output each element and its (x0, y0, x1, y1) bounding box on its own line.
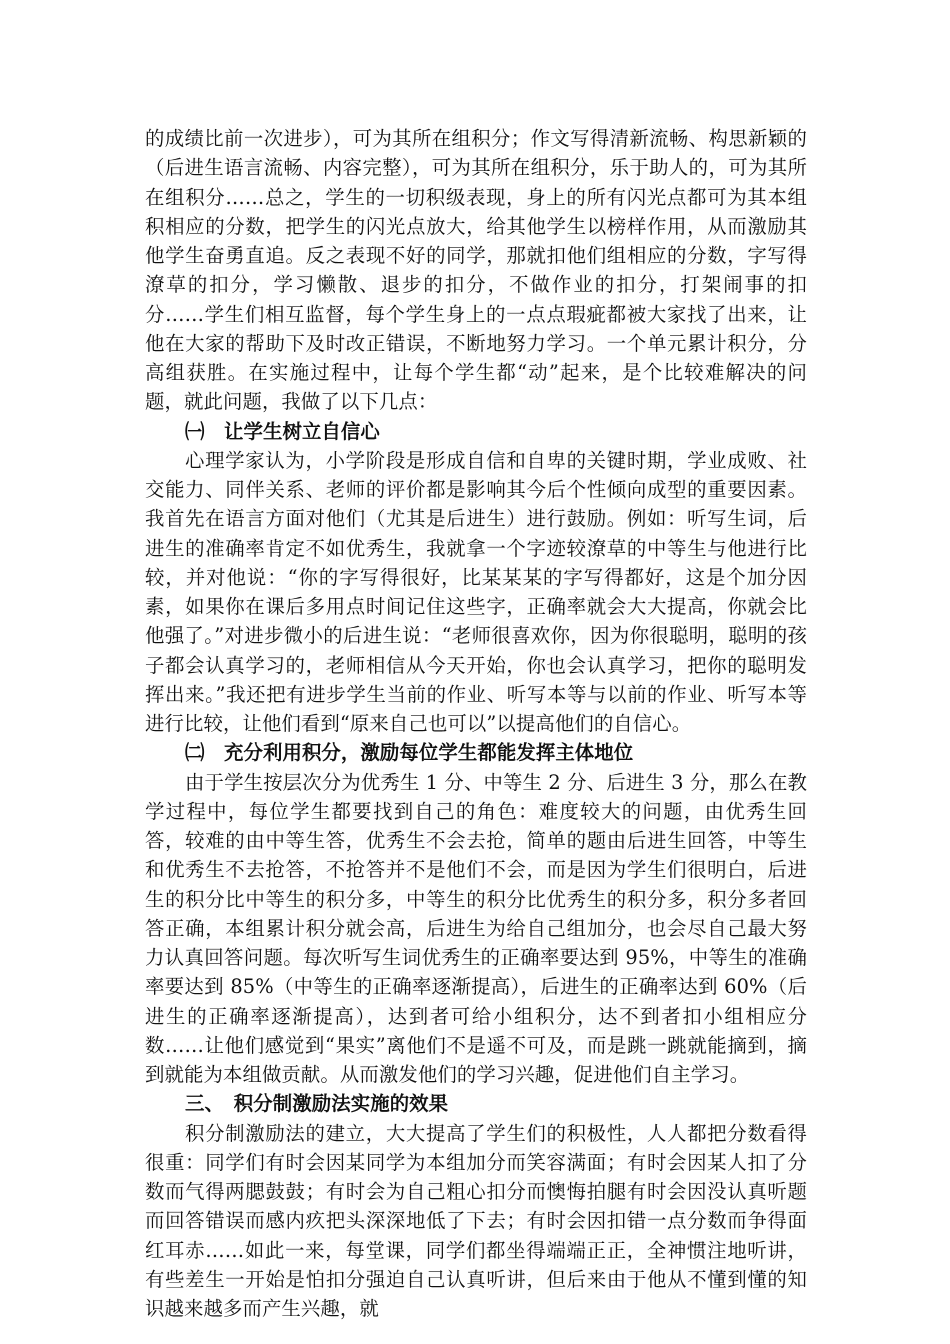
section-heading-3: 三、 积分制激励法实施的效果 (185, 1092, 449, 1116)
paragraph-effects: 积分制激励法的建立，大大提高了学生们的积极性，人人都把分数看得很重：同学们有时会因某同学为本组加分而笑容满面；有时会因某人扣了分数而气得两腮鼓鼓；有时会为自己粗心扣分而懊悔拍腿有时会因没认真听题而回答错误而感内疚把头深深地低了下去；有时会因扣错一点分数而争得面红耳赤……如此一来，每堂课，同学们都坐得端端正正，全神惯注地听讲，有些差生一开始是怕扣分强迫自己认真听讲，但后来由于他从不懂到懂的知识越来越多而产生兴趣，就 (145, 1121, 807, 1320)
paragraph-continuation: 的成绩比前一次进步），可为其所在组积分；作文写得清新流畅、构思新颖的（后进生语言流畅、内容完整），可为其所在组积分，乐于助人的，可为其所在组积分……总之，学生的一切积级表现，身上的所有闪光点都可为其本组积相应的分数，把学生的闪光点放大，给其他学生以榜样作用，从而激励其他学生奋勇直追。反之表现不好的同学，那就扣他们组相应的分数，字写得潦草的扣分，学习懒散、退步的扣分，不做作业的扣分，打架闹事的扣分……学生们相互监督，每个学生身上的一点点瑕疵都被大家找了出来，让他在大家的帮助下及时改正错误，不断地努力学习。一个单元累计积分，分高组获胜。在实施过程中，让每个学生都“动”起来，是个比较难解决的问题，就此问题，我做了以下几点： (145, 127, 807, 414)
paragraph-confidence: 心理学家认为，小学阶段是形成自信和自卑的关键时期，学业成败、社交能力、同伴关系、老师的评价都是影响其今后个性倾向成型的重要因素。我首先在语言方面对他们（尤其是后进生）进行鼓励。例如：听写生词，后进生的准确率肯定不如优秀生，我就拿一个字迹较潦草的中等生与他进行比较，并对他说：“你的字写得很好，比某某某的字写得都好，这是个加分因素，如果你在课后多用点时间记住这些字，正确率就会大大提高，你就会比他强了。”对进步微小的后进生说：“老师很喜欢你，因为你很聪明，聪明的孩子都会认真学习的，老师相信从今天开始，你也会认真学习，把你的聪明发挥出来。”我还把有进步学生当前的作业、听写本等与以前的作业、听写本等进行比较，让他们看到“原来自己也可以”以提高他们的自信心。 (145, 448, 807, 735)
section-heading-2: ㈡ 充分利用积分，激励每位学生都能发挥主体地位 (185, 741, 634, 765)
section-heading-1: ㈠ 让学生树立自信心 (185, 419, 380, 443)
paragraph-points: 由于学生按层次分为优秀生 1 分、中等生 2 分、后进生 3 分，那么在教学过程中，每位学生都要找到自己的角色：难度较大的问题，由优秀生回答，较难的由中等生答，优秀生不会去抢，简单的题由后进生回答，中等生和优秀生不去抢答，不抢答并不是他们不会，而是因为学生们很明白，后进生的积分比中等生的积分多，中等生的积分比优秀生的积分多，积分多者回答正确，本组累计积分就会高，后进生为给自己组加分，也会尽自己最大努力认真回答问题。每次听写生词优秀生的正确率要达到 95%，中等生的准确率要达到 85%（中等生的正确率逐渐提高），后进生的正确率达到 60%（后进生的正确率逐渐提高），达到者可给小组积分，达不到者扣小组相应分数……让他们感觉到“果实”离他们不是遥不可及，而是跳一跳就能摘到，摘到就能为本组做贡献。从而激发他们的学习兴趣，促进他们自主学习。 (145, 770, 807, 1086)
document-body (145, 124, 807, 1323)
